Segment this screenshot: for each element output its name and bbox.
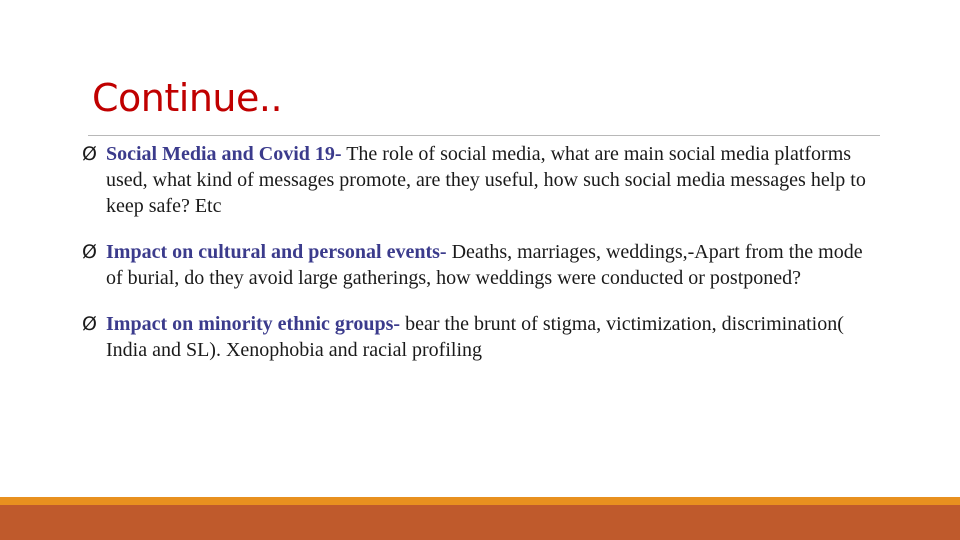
bullet-lead: Impact on minority ethnic groups- xyxy=(106,313,401,335)
bullet-list xyxy=(82,141,878,383)
slide-title: Continue.. xyxy=(92,76,283,120)
bullet-text xyxy=(94,141,878,219)
bullet-lead: Social Media and Covid 19- xyxy=(106,143,342,165)
footer-bar xyxy=(0,505,960,540)
title-divider xyxy=(88,135,880,136)
bullet-lead: Impact on cultural and personal events- xyxy=(106,241,447,263)
footer-accent-stripe xyxy=(0,497,960,505)
bullet-item xyxy=(82,141,878,219)
bullet-item xyxy=(82,311,878,363)
arrow-bullet-icon: Ø xyxy=(82,143,97,165)
bullet-item xyxy=(82,239,878,291)
bullet-text xyxy=(94,239,878,291)
bullet-body: Deaths, marriages, weddings,-Apart from the mode of burial, do they avoid large gatherings, how weddings were conducted or postponed? xyxy=(106,241,863,289)
bullet-body: The role of social media, what are main social media platforms used, what kind of messages promote, are they useful, how such social media messages help to keep safe? Etc xyxy=(106,143,866,217)
bullet-body: bear the brunt of stigma, victimization, discrimination( India and SL). Xenophobia and racial profiling xyxy=(106,313,844,361)
bullet-text xyxy=(94,311,878,363)
arrow-bullet-icon: Ø xyxy=(82,241,97,263)
arrow-bullet-icon: Ø xyxy=(82,313,97,335)
